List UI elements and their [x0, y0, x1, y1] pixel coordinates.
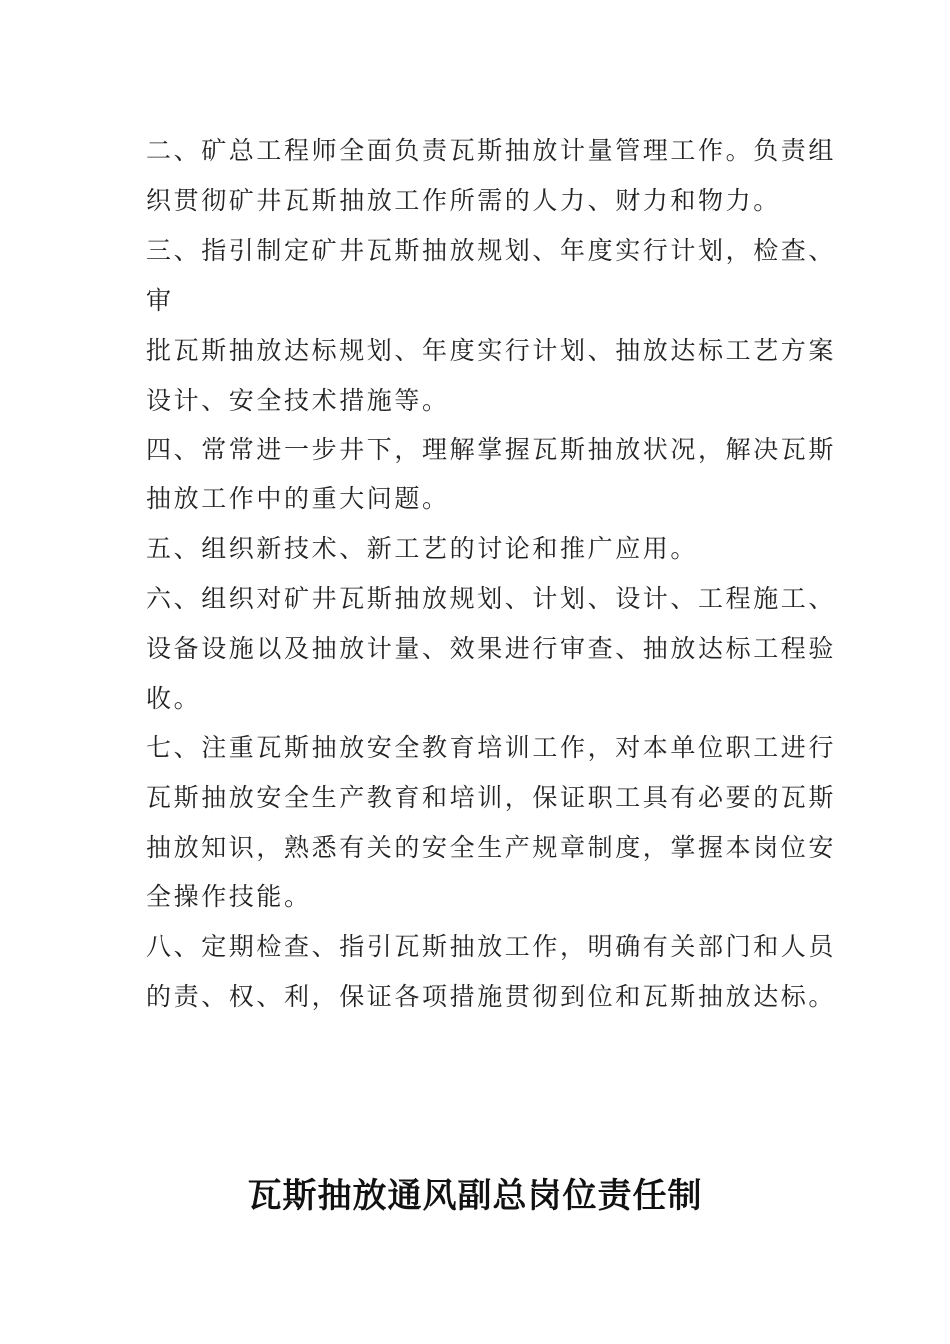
paragraph-line: 瓦斯抽放安全生产教育和培训，保证职工具有必要的瓦斯 — [146, 783, 837, 812]
paragraph-line: 三、指引制定矿井瓦斯抽放规划、年度实行计划，检查、 — [146, 236, 837, 265]
paragraph-line: 四、常常进一步井下，理解掌握瓦斯抽放状况，解决瓦斯 — [146, 435, 837, 464]
section-title: 瓦斯抽放通风副总岗位责任制 — [247, 1176, 703, 1216]
paragraph-line: 二、矿总工程师全面负责瓦斯抽放计量管理工作。负责组 — [146, 136, 837, 165]
paragraph-line: 的责、权、利，保证各项措施贯彻到位和瓦斯抽放达标。 — [146, 982, 837, 1011]
paragraph-line: 七、注重瓦斯抽放安全教育培训工作，对本单位职工进行 — [146, 733, 837, 762]
paragraph-line: 织贯彻矿井瓦斯抽放工作所需的人力、财力和物力。 — [146, 186, 781, 215]
paragraph-line: 抽放知识，熟悉有关的安全生产规章制度，掌握本岗位安 — [146, 833, 837, 862]
paragraph-line: 收。 — [146, 684, 202, 713]
paragraph-line: 审 — [146, 286, 174, 315]
paragraph-line: 五、组织新技术、新工艺的讨论和推广应用。 — [146, 534, 699, 563]
paragraph-line: 设备设施以及抽放计量、效果进行审查、抽放达标工程验 — [146, 634, 837, 663]
paragraph-line: 批瓦斯抽放达标规划、年度实行计划、抽放达标工艺方案 — [146, 336, 837, 365]
paragraph-line: 全操作技能。 — [146, 882, 312, 911]
paragraph-line: 设计、安全技术措施等。 — [146, 386, 450, 415]
paragraph-line: 抽放工作中的重大问题。 — [146, 484, 450, 513]
paragraph-line: 八、定期检查、指引瓦斯抽放工作，明确有关部门和人员 — [146, 932, 837, 961]
paragraph-line: 六、组织对矿井瓦斯抽放规划、计划、设计、工程施工、 — [146, 584, 837, 613]
